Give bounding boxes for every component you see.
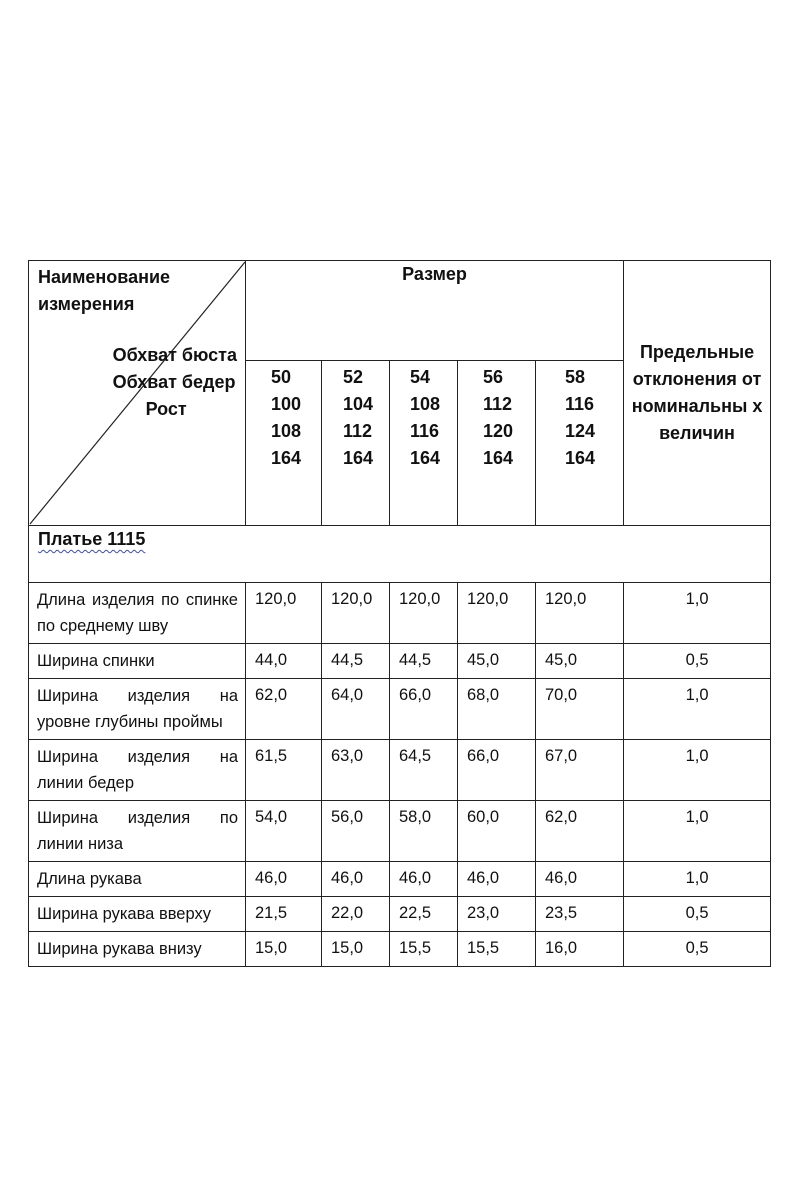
header-corner-cell <box>29 261 246 526</box>
param-height-label: Рост <box>145 399 187 419</box>
table-row <box>29 644 771 679</box>
measurement-value: 66,0 <box>390 679 458 740</box>
size-header: Размер <box>246 261 624 361</box>
size-height-value: 164 <box>483 448 514 469</box>
tolerance-value: 1,0 <box>624 583 771 644</box>
measurement-value: 46,0 <box>322 862 390 897</box>
size-size-value: 58 <box>565 367 586 388</box>
size-height-value: 164 <box>410 448 441 469</box>
measurement-name: Ширина рукава внизу <box>29 932 246 967</box>
table-row <box>29 862 771 897</box>
measurement-value: 45,0 <box>458 644 536 679</box>
size-bust-value: 112 <box>483 394 513 415</box>
table-row <box>29 932 771 967</box>
measurement-value: 44,5 <box>322 644 390 679</box>
measurement-value: 62,0 <box>536 801 624 862</box>
tolerance-value: 1,0 <box>624 862 771 897</box>
measurement-value: 46,0 <box>458 862 536 897</box>
size-hips-value: 124 <box>565 421 596 442</box>
measurement-name: Ширина изделия на уровне глубины проймы <box>29 679 246 740</box>
size-size-value: 52 <box>343 367 364 388</box>
measurement-value: 67,0 <box>536 740 624 801</box>
measurement-name: Длина изделия по спинке по среднему шву <box>29 583 246 644</box>
size-bust-value: 108 <box>410 394 441 415</box>
measurement-value: 15,0 <box>322 932 390 967</box>
size-parameters-header <box>113 342 237 423</box>
measurement-value: 46,0 <box>536 862 624 897</box>
size-bust-value: 116 <box>565 394 595 415</box>
size-column-54 <box>390 361 458 526</box>
measurement-name: Ширина изделия по линии низа <box>29 801 246 862</box>
measurement-value: 120,0 <box>322 583 390 644</box>
measurement-value: 23,5 <box>536 897 624 932</box>
table-row <box>29 897 771 932</box>
section-row <box>29 526 771 583</box>
measurement-name: Ширина изделия на линии бедер <box>29 740 246 801</box>
size-hips-value: 120 <box>483 421 514 442</box>
measurement-value: 58,0 <box>390 801 458 862</box>
measurement-value: 44,5 <box>390 644 458 679</box>
measurement-value: 61,5 <box>246 740 322 801</box>
tolerance-value: 1,0 <box>624 679 771 740</box>
measurement-value: 60,0 <box>458 801 536 862</box>
size-hips-value: 116 <box>410 421 440 442</box>
measurement-value: 15,0 <box>246 932 322 967</box>
param-bust-label: Обхват бюста <box>112 345 237 365</box>
section-title: Платье 1115 <box>38 529 146 549</box>
measurement-value: 56,0 <box>322 801 390 862</box>
measurement-value: 64,5 <box>390 740 458 801</box>
measurement-value: 64,0 <box>322 679 390 740</box>
measurement-value: 63,0 <box>322 740 390 801</box>
measurement-value: 120,0 <box>246 583 322 644</box>
measurement-value: 66,0 <box>458 740 536 801</box>
table-row <box>29 740 771 801</box>
size-height-value: 164 <box>565 448 596 469</box>
size-height-value: 164 <box>343 448 374 469</box>
table-row <box>29 583 771 644</box>
measurement-value: 120,0 <box>458 583 536 644</box>
measurement-value: 46,0 <box>246 862 322 897</box>
measurement-name: Длина рукава <box>29 862 246 897</box>
table-row <box>29 801 771 862</box>
size-size-value: 50 <box>271 367 292 388</box>
measurement-name-header: Наименование измерения <box>38 267 171 314</box>
tolerance-value: 0,5 <box>624 897 771 932</box>
measurement-value: 21,5 <box>246 897 322 932</box>
measurement-value: 70,0 <box>536 679 624 740</box>
size-chart-table <box>28 260 771 967</box>
measurement-value: 46,0 <box>390 862 458 897</box>
size-size-value: 56 <box>483 367 504 388</box>
measurement-value: 45,0 <box>536 644 624 679</box>
measurement-value: 68,0 <box>458 679 536 740</box>
tolerance-value: 1,0 <box>624 740 771 801</box>
size-column-50 <box>246 361 322 526</box>
measurement-value: 120,0 <box>536 583 624 644</box>
measurement-name: Ширина рукава вверху <box>29 897 246 932</box>
measurement-value: 15,5 <box>458 932 536 967</box>
size-column-52 <box>322 361 390 526</box>
size-hips-value: 112 <box>343 421 373 442</box>
measurement-value: 22,5 <box>390 897 458 932</box>
deviation-header: Предельные отклонения от номинальны х величин <box>624 261 771 526</box>
size-height-value: 164 <box>271 448 302 469</box>
size-bust-value: 100 <box>271 394 302 415</box>
measurement-value: 15,5 <box>390 932 458 967</box>
size-column-58 <box>536 361 624 526</box>
size-bust-value: 104 <box>343 394 374 415</box>
measurement-value: 62,0 <box>246 679 322 740</box>
tolerance-value: 0,5 <box>624 932 771 967</box>
tolerance-value: 0,5 <box>624 644 771 679</box>
size-size-value: 54 <box>410 367 431 388</box>
tolerance-value: 1,0 <box>624 801 771 862</box>
param-hips-label: Обхват бедер <box>112 372 236 392</box>
measurement-value: 16,0 <box>536 932 624 967</box>
table-row <box>29 679 771 740</box>
measurement-name: Ширина спинки <box>29 644 246 679</box>
measurement-value: 22,0 <box>322 897 390 932</box>
measurement-value: 23,0 <box>458 897 536 932</box>
measurement-value: 120,0 <box>390 583 458 644</box>
size-hips-value: 108 <box>271 421 302 442</box>
measurement-value: 44,0 <box>246 644 322 679</box>
measurement-value: 54,0 <box>246 801 322 862</box>
size-column-56 <box>458 361 536 526</box>
